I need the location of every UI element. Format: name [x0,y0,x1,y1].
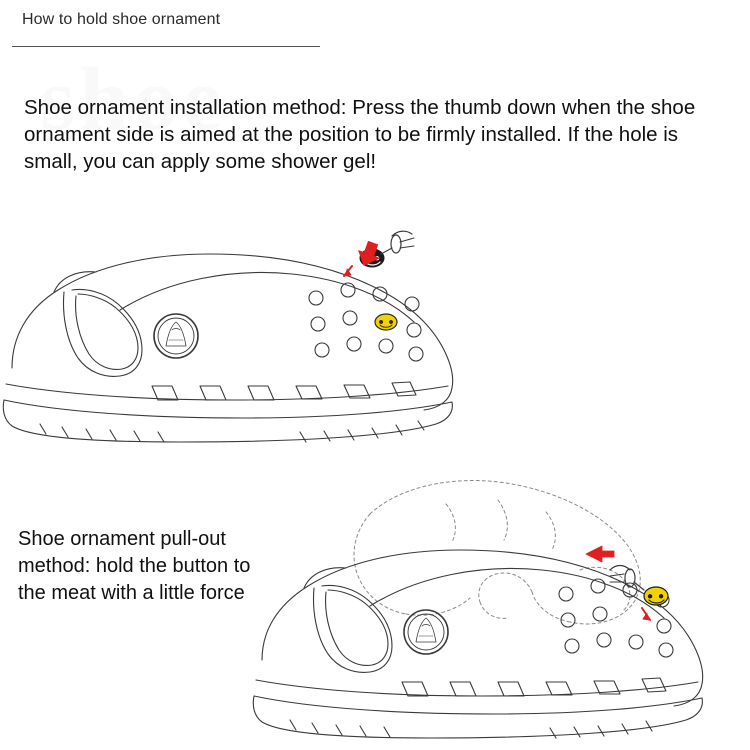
pullout-diagram [250,470,750,740]
pullout-instruction-text: Shoe ornament pull-out method: hold the button to the meat with a little force [18,528,251,604]
header-divider [12,46,320,47]
background-watermark: shoe [40,50,227,149]
installation-instruction-text: Shoe ornament installation method: Press the thumb down when the shoe ornament side is aimed at the position to be firmly installed. If the hole is small, you can apply some shower gel! [24,96,696,173]
installation-diagram [0,218,500,443]
page-title: How to hold shoe ornament [22,11,221,28]
